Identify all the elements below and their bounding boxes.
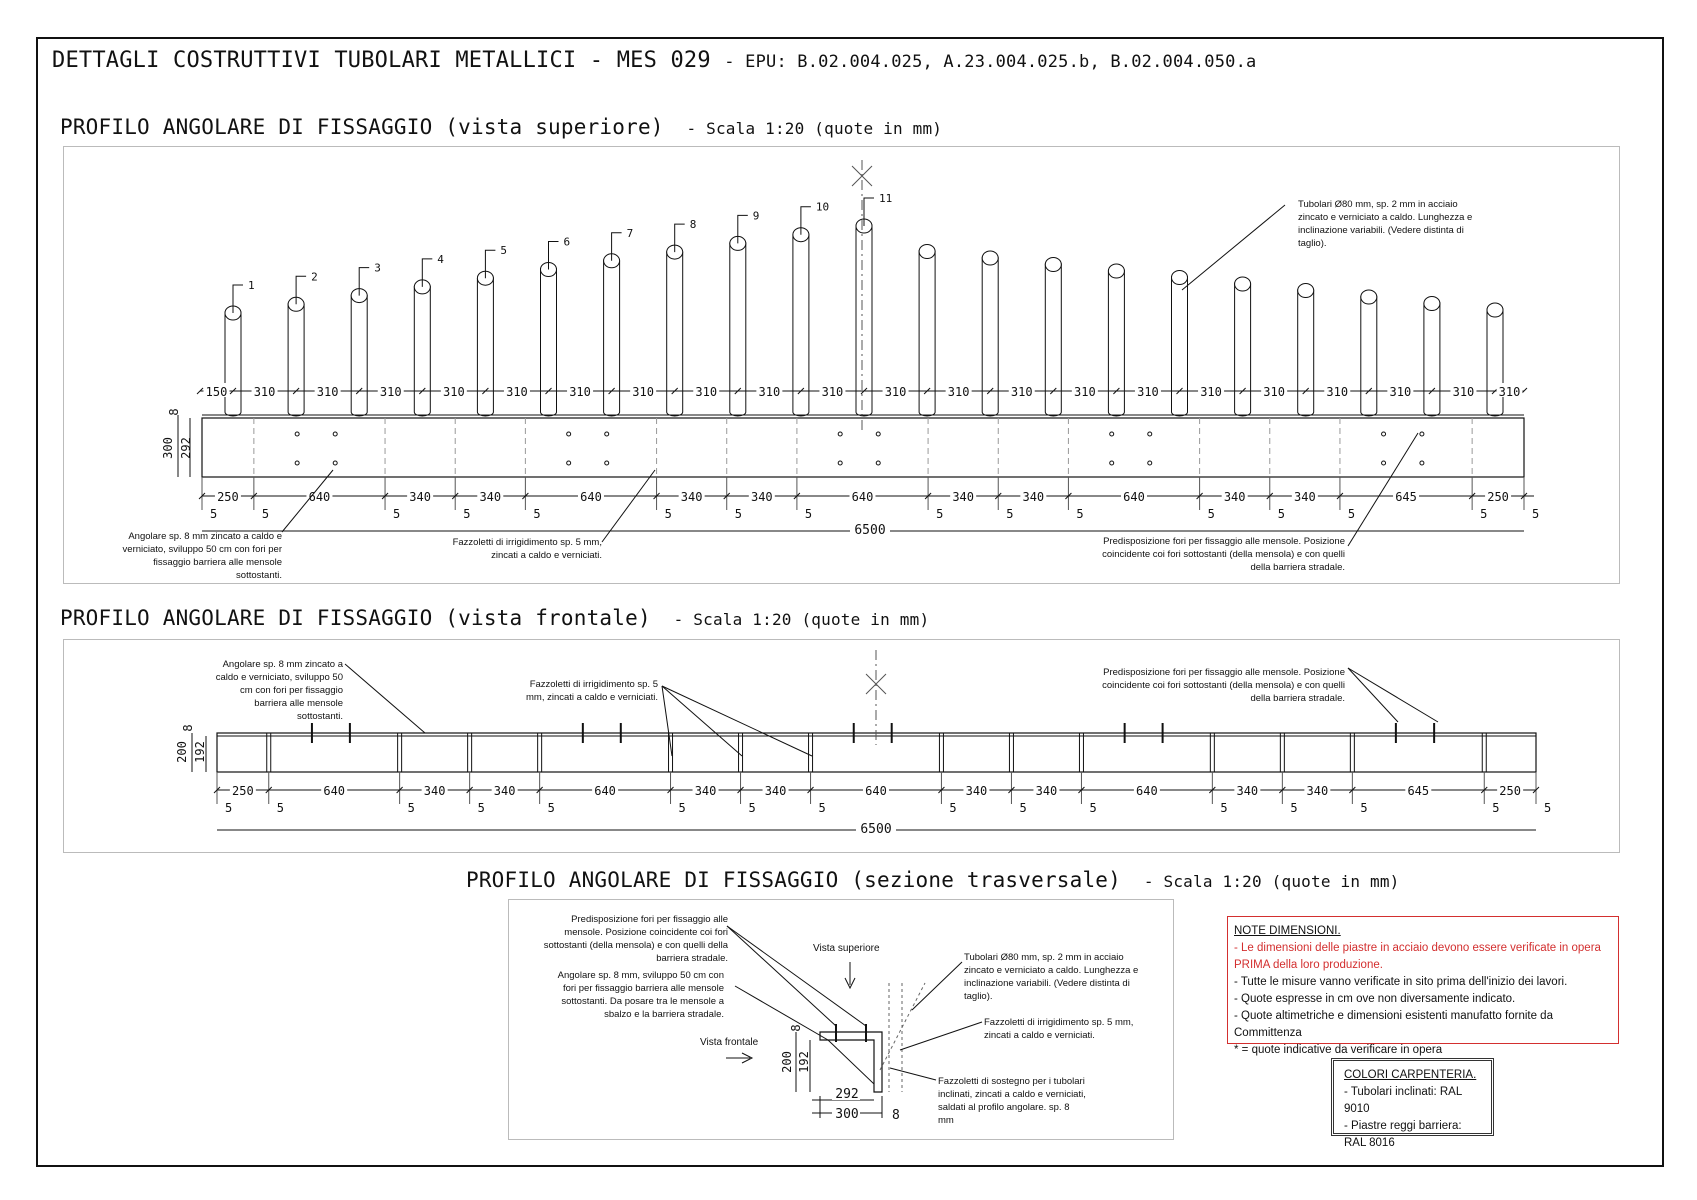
top-note-holes: Predisposizione fori per fissaggio alle mensole. Posizione coincidente coi fori sottostanti (della mensola) e con quelli della barriera stradale. — [1102, 536, 1345, 573]
note-leader — [890, 1068, 936, 1080]
gap-dimension: 5 — [533, 507, 541, 521]
segment-dimension: 340 — [1223, 490, 1246, 504]
front-view-scale: - Scala 1:20 (quote in mm) — [673, 610, 930, 629]
sheet-title-text: DETTAGLI COSTRUTTIVI TUBOLARI METALLICI - MES 029 — [52, 48, 711, 73]
section-note-holes: Predisposizione fori per fissaggio alle mensole. Posizione coincidente coi fori sottostanti (della mensola) e con quelli della barriera stradale. — [543, 914, 728, 964]
note-leader — [900, 1022, 982, 1050]
colors-line: - Piastre reggi barriera: RAL 8016 — [1344, 1120, 1462, 1149]
tube-outline — [288, 299, 304, 416]
fixing-hole — [333, 461, 337, 465]
segment-dimension: 340 — [1306, 784, 1329, 798]
notes-line: - Tutte le misure vanno verificate in sito prima dell'inizio dei lavori. — [1234, 976, 1568, 988]
height-dimension: 8 — [181, 724, 195, 732]
fixing-hole — [1110, 461, 1114, 465]
colors-title: COLORI CARPENTERIA. — [1344, 1069, 1477, 1081]
segment-dimension: 640 — [323, 784, 346, 798]
fixing-hole — [838, 461, 842, 465]
sheet-epu: - EPU: B.02.004.025, A.23.004.025.b, B.02.004.050.a — [724, 52, 1257, 72]
segment-dimension: 250 — [1499, 784, 1521, 798]
gap-dimension: 5 — [1220, 801, 1228, 815]
gap-dimension: 5 — [407, 801, 415, 815]
tube-top — [1235, 277, 1251, 291]
spacing-dimension: 310 — [1263, 385, 1285, 399]
gap-dimension: 5 — [1347, 507, 1356, 521]
tube-number: 11 — [879, 192, 893, 205]
section-view-title: PROFILO ANGOLARE DI FISSAGGIO (sezione trasversale) — [466, 868, 1121, 892]
section-note-tubes: Tubolari Ø80 mm, sp. 2 mm in acciaio zincato e verniciato a caldo. Lunghezza e inclinazione variabili. (Vedere distinta di taglio). — [964, 952, 1139, 1002]
spacing-dimension: 310 — [379, 385, 402, 399]
spacing-dimension: 310 — [1200, 385, 1222, 399]
note-leader — [662, 686, 742, 756]
gap-dimension: 5 — [1019, 801, 1027, 815]
segment-dimension: 340 — [1294, 490, 1316, 504]
fixing-hole — [295, 432, 299, 436]
section-note-gusset: Fazzoletti di irrigidimento sp. 5 mm, zincati a caldo e verniciati. — [984, 1017, 1134, 1041]
angle-plate-top — [202, 418, 1524, 477]
tube-number: 2 — [311, 270, 318, 284]
tube-top — [919, 245, 935, 259]
tube-outline — [1361, 292, 1377, 416]
spacing-dimension: 310 — [253, 385, 276, 399]
top-view-scale: - Scala 1:20 (quote in mm) — [686, 119, 943, 138]
fixing-hole — [876, 461, 880, 465]
tube-number: 9 — [752, 209, 760, 223]
tube-top — [1108, 264, 1124, 278]
tube-outline — [1298, 286, 1314, 417]
fixing-hole — [1420, 461, 1424, 465]
tube-outline — [351, 291, 367, 416]
section-dimension: 292 — [835, 1087, 859, 1102]
tube-outline — [1235, 279, 1251, 416]
segment-dimension: 640 — [580, 490, 602, 504]
fixing-hole — [1148, 432, 1152, 436]
spacing-dimension: 310 — [884, 385, 907, 399]
tube-outline — [1108, 266, 1124, 416]
note-leader — [727, 926, 866, 1026]
gap-dimension: 5 — [1492, 801, 1500, 815]
gap-dimension: 5 — [1006, 507, 1014, 521]
segment-dimension: 250 — [217, 490, 239, 504]
tube-outline — [477, 273, 493, 416]
segment-dimension: 340 — [965, 784, 988, 798]
height-dimension: 8 — [167, 408, 181, 416]
gap-dimension: 5 — [1089, 801, 1097, 815]
gap-dimension: 5 — [1544, 801, 1552, 815]
spacing-dimension: 150 — [205, 385, 228, 399]
section-view-scale: - Scala 1:20 (quote in mm) — [1143, 872, 1400, 891]
front-note-holes: Predisposizione fori per fissaggio alle mensole. Posizione coincidente coi fori sottostanti (della mensola) e con quelli della barriera stradale. — [1102, 667, 1345, 704]
tube-outline — [1424, 299, 1440, 417]
spacing-dimension: 310 — [1074, 385, 1096, 399]
fixing-hole — [1382, 461, 1386, 465]
tube-number: 3 — [374, 261, 381, 275]
gap-dimension: 5 — [1076, 507, 1084, 521]
segment-dimension: 640 — [1136, 784, 1158, 798]
section-note-support: Fazzoletti di sostegno per i tubolari inclinati, zincati a caldo e verniciati, saldati al profilo angolare. sp. 8 mm — [938, 1076, 1086, 1126]
notes-title: NOTE DIMENSIONI. — [1234, 925, 1341, 937]
gap-dimension: 5 — [1290, 801, 1298, 815]
notes-line: * = quote indicative da verificare in opera — [1234, 1044, 1443, 1056]
fixing-hole — [605, 461, 609, 465]
note-leader — [1182, 205, 1285, 290]
segment-dimension: 640 — [594, 784, 616, 798]
spacing-dimension: 310 — [1389, 385, 1412, 399]
note-leader — [735, 986, 828, 1040]
tube-outline — [1172, 273, 1188, 417]
spacing-dimension: 310 — [821, 385, 844, 399]
gap-dimension: 5 — [804, 507, 813, 521]
segment-dimension: 340 — [1236, 784, 1259, 798]
note-leader — [345, 664, 425, 733]
gusset-section — [828, 1040, 874, 1084]
top-view-title: PROFILO ANGOLARE DI FISSAGGIO (vista superiore) — [60, 115, 664, 139]
gap-dimension: 5 — [734, 507, 742, 521]
spacing-dimension: 310 — [695, 385, 718, 399]
note-leader — [662, 686, 672, 756]
tube-number: 8 — [689, 218, 697, 232]
segment-dimension: 250 — [1487, 490, 1509, 504]
fixing-hole — [1110, 432, 1114, 436]
segment-dimension: 340 — [764, 784, 787, 798]
tube-outline — [414, 282, 430, 416]
tube-top — [1298, 284, 1314, 298]
gap-dimension: 5 — [1480, 507, 1488, 521]
fixing-hole — [1420, 432, 1424, 436]
notes-line: - Quote altimetriche e dimensioni esistenti manufatto fornite da Committenza — [1234, 1010, 1553, 1039]
gap-dimension: 5 — [393, 507, 401, 521]
gap-dimension: 5 — [1277, 507, 1286, 521]
section-dimension: 300 — [835, 1107, 859, 1122]
top-note-angle: Angolare sp. 8 mm zincato a caldo e verniciato, sviluppo 50 cm con fori per fissaggio barriera alle mensole sottostanti. — [122, 531, 282, 581]
segment-dimension: 340 — [1022, 490, 1045, 504]
height-dimension: 292 — [179, 437, 193, 459]
tube-top — [982, 251, 998, 265]
segment-dimension: 640 — [1123, 490, 1145, 504]
segment-dimension: 250 — [232, 784, 254, 798]
gap-dimension: 5 — [477, 801, 485, 815]
segment-dimension: 645 — [1395, 490, 1417, 504]
tube-number: 4 — [437, 252, 444, 266]
gap-dimension: 5 — [818, 801, 826, 815]
spacing-dimension: 310 — [316, 385, 339, 399]
note-leader — [912, 962, 962, 1010]
segment-dimension: 340 — [952, 490, 975, 504]
gap-dimension: 5 — [276, 801, 284, 815]
segment-dimension: 340 — [1035, 784, 1058, 798]
front-note-gusset: Fazzoletti di irrigidimento sp. 5 mm, zincati a caldo e verniciati. — [526, 679, 658, 703]
fixing-hole — [567, 461, 571, 465]
top-note-gusset: Fazzoletti di irrigidimento sp. 5 mm, zincati a caldo e verniciati. — [452, 537, 602, 561]
segment-dimension: 340 — [493, 784, 516, 798]
tube-top — [1045, 258, 1061, 272]
fixing-hole — [605, 432, 609, 436]
spacing-dimension: 310 — [569, 385, 591, 399]
tube-top — [1361, 290, 1377, 304]
gap-dimension: 5 — [1207, 507, 1215, 521]
tube-number: 1 — [248, 279, 255, 292]
spacing-dimension: 310 — [758, 385, 781, 399]
gap-dimension: 5 — [261, 507, 270, 521]
tube-outline — [604, 256, 620, 416]
segment-dimension: 640 — [851, 490, 874, 504]
tube-number: 5 — [500, 244, 508, 258]
gap-dimension: 5 — [1360, 801, 1368, 815]
top-note-tubes: Tubolari Ø80 mm, sp. 2 mm in acciaio zincato e verniciato a caldo. Lunghezza e inclinazione variabili. (Vedere distinta di taglio). — [1298, 199, 1473, 249]
total-dimension: 6500 — [854, 523, 886, 538]
tube-top — [1172, 271, 1188, 285]
front-view-title: PROFILO ANGOLARE DI FISSAGGIO (vista frontale) — [60, 606, 651, 630]
tube-outline — [541, 265, 557, 417]
spacing-dimension: 310 — [506, 385, 528, 399]
note-leader — [727, 926, 836, 1026]
fixing-hole — [876, 432, 880, 436]
gap-dimension: 5 — [463, 507, 471, 521]
height-dimension: 200 — [175, 741, 189, 763]
segment-dimension: 340 — [409, 490, 431, 504]
section-note-angle: Angolare sp. 8 mm, sviluppo 50 cm con fori per fissaggio barriera alle mensole sottostanti. Da posare tra le mensole a sbalzo e la barriera stradale. — [557, 970, 724, 1020]
spacing-dimension: 310 — [1137, 385, 1159, 399]
section-label-front: Vista frontale — [700, 1037, 759, 1048]
tube-outline — [225, 308, 241, 416]
segment-dimension: 640 — [865, 784, 887, 798]
tube-top — [1424, 297, 1440, 311]
spacing-dimension: 310 — [443, 385, 465, 399]
height-dimension: 8 — [789, 1024, 803, 1032]
segment-dimension: 340 — [750, 490, 773, 504]
note-leader — [1348, 668, 1438, 722]
notes-red-line: - Le dimensioni delle piastre in acciaio devono essere verificate in opera PRIMA della loro produzione. — [1234, 942, 1601, 971]
tube-number: 6 — [563, 235, 571, 249]
gap-dimension: 5 — [1532, 507, 1540, 521]
fixing-hole — [567, 432, 571, 436]
tube-outline — [1487, 305, 1503, 416]
front-note-angle: Angolare sp. 8 mm zincato a caldo e verniciato, sviluppo 50 cm con fori per fissaggio barriera alle mensole sottostanti. — [215, 659, 343, 722]
colors-box — [1331, 1058, 1494, 1149]
tube-outline — [856, 221, 872, 416]
tube-outline — [793, 230, 809, 416]
gap-dimension: 5 — [678, 801, 686, 815]
fixing-hole — [838, 432, 842, 436]
gap-dimension: 5 — [210, 507, 218, 521]
fixing-hole — [333, 432, 337, 436]
gap-dimension: 5 — [225, 801, 233, 815]
fixing-hole — [1382, 432, 1386, 436]
note-leader — [1348, 668, 1398, 722]
tube-number: 10 — [815, 200, 830, 214]
colors-line: - Tubolari inclinati: RAL 9010 — [1344, 1086, 1462, 1115]
note-leader — [662, 686, 812, 756]
spacing-dimension: 310 — [632, 385, 654, 399]
tube-number: 7 — [626, 226, 634, 240]
spacing-dimension: 310 — [947, 385, 970, 399]
segment-dimension: 340 — [423, 784, 446, 798]
segment-dimension: 645 — [1407, 784, 1430, 798]
dimension-notes-box — [1227, 916, 1619, 1056]
gap-dimension: 5 — [949, 801, 957, 815]
spacing-dimension: 310 — [1010, 385, 1033, 399]
gap-dimension: 5 — [748, 801, 756, 815]
tube-outline — [1045, 260, 1061, 417]
gap-dimension: 5 — [547, 801, 555, 815]
spacing-dimension: 310 — [1326, 385, 1349, 399]
height-dimension: 192 — [797, 1051, 811, 1073]
spacing-dimension: 310 — [1498, 385, 1521, 399]
section-dimension: 8 — [892, 1108, 900, 1123]
tube-top — [1487, 303, 1503, 317]
notes-line: - Quote espresse in cm ove non diversamente indicato. — [1234, 993, 1516, 1005]
gap-dimension: 5 — [664, 507, 672, 521]
segment-dimension: 340 — [694, 784, 717, 798]
fixing-hole — [1148, 461, 1152, 465]
height-dimension: 192 — [193, 741, 207, 763]
tube-outline — [730, 238, 746, 416]
section-label-top: Vista superiore — [813, 943, 880, 954]
height-dimension: 300 — [161, 437, 175, 459]
gap-dimension: 5 — [936, 507, 944, 521]
spacing-dimension: 310 — [1452, 385, 1475, 399]
segment-dimension: 340 — [680, 490, 703, 504]
segment-dimension: 640 — [308, 490, 331, 504]
segment-dimension: 340 — [479, 490, 502, 504]
height-dimension: 200 — [780, 1051, 794, 1073]
fixing-hole — [295, 461, 299, 465]
total-dimension: 6500 — [860, 822, 892, 837]
